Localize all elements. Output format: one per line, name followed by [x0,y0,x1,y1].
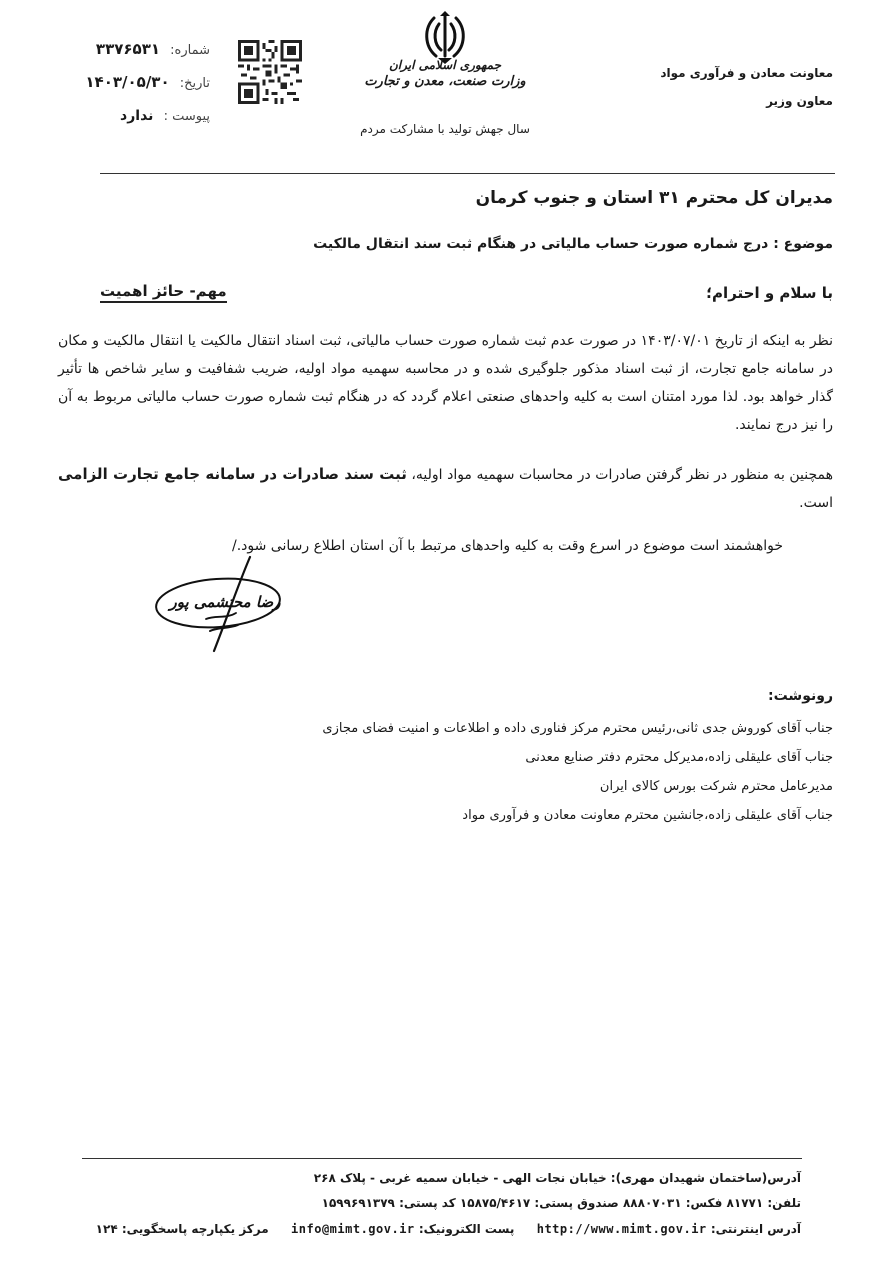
date-value: ۱۴۰۳/۰۵/۳۰ [85,73,170,91]
priority-label: مهم- حائز اهمیت [100,282,227,303]
tel-value: ۸۱۷۷۱ [726,1196,764,1210]
qr-code-icon [238,40,302,104]
postal-value: ۱۵۹۹۶۹۱۳۷۹ [321,1196,395,1210]
hotline-value: ۱۲۴ [95,1222,118,1236]
tel-label: تلفن: [767,1196,801,1210]
postal-label: کد پستی: [399,1196,456,1210]
letter-number [60,40,210,58]
letter-attachment [90,108,210,124]
para2-end: است. [799,495,833,511]
fax-value: ۸۸۸۰۷۰۳۱ [622,1196,682,1210]
body-paragraph-1: نظر به اینکه از تاریخ ۱۴۰۳/۰۷/۰۱ در صورت عدم ثبت شماره صورت حساب مالیاتی، ثبت اسناد انتقال مالکیت یا انتقال مالکیت و مکان در سامانه جامع تجارت، از ثبت اسناد مذکور جلوگیری شده و در محاسبه سهمیه مواد اولیه، ضریب شفافیت و سایر شاخص ها تأثیر گذار خواهد بود. لذا مورد امتنان است به کلیه واحدهای صنعتی اعلام گردد که در هنگام ثبت شماره صورت حساب مالیاتی مربوط به آن را نیز درج نمایند. [58,333,834,433]
iran-emblem-icon [420,10,470,65]
handwritten-signature [150,555,300,655]
footer-address: آدرس(ساختمان شهیدان مهری): خیابان نجات الهی - خیابان سمیه غربی - پلاک ۲۶۸ [313,1171,801,1185]
fax-label: فکس: [685,1196,723,1210]
footer-online [96,1222,801,1236]
cc-item: مدیرعامل محترم شرکت بورس کالای ایران [599,779,833,794]
number-value: ۳۳۷۶۵۳۱ [95,40,161,58]
ministry-line-2: وزارت صنعت، معدن و تجارت [364,74,526,89]
website-link[interactable]: http://www.mimt.gov.ir [536,1222,707,1236]
web-label: آدرس اینترنتی: [710,1222,801,1236]
pobox-label: صندوق پستی: [534,1196,619,1210]
footer-divider [82,1158,802,1159]
email-link[interactable]: info@mimt.gov.ir [291,1222,415,1236]
ministry-heading [360,58,530,89]
header-divider [100,173,835,174]
attachment-label: پیوست : [163,109,210,124]
footer-contacts [322,1196,801,1210]
date-label: تاریخ: [179,76,210,91]
cc-list [322,714,833,830]
body-paragraph-2 [58,460,833,517]
cc-item: جناب آقای کوروش جدی ثانی،رئیس محترم مرکز فناوری داده و اطلاعات و امنیت فضای مجازی [322,721,833,736]
subject-line: موضوع : درج شماره صورت حساب مالیاتی در هنگام ثبت سند انتقال مالکیت [313,236,833,252]
recipient: مدیران کل محترم ۳۱ استان و جنوب کرمان [475,188,833,208]
hotline-label: مرکز یکپارچه پاسخگویی: [121,1222,269,1236]
ministry-line-1: جمهوری اسلامی ایران [388,58,502,72]
cc-item: جناب آقای علیقلی زاده،مدیرکل محترم دفتر صنایع معدنی [525,750,833,765]
letter-date [60,73,210,91]
number-label: شماره: [170,43,210,58]
para2-start: همچنین به منظور در نظر گرفتن صادرات در محاسبات سهمیه مواد اولیه، [406,467,833,483]
greeting: با سلام و احترام؛ [706,284,833,302]
year-motto: سال جهش تولید با مشارکت مردم [360,122,530,136]
attachment-value: ندارد [120,108,154,124]
pobox-value: ۱۵۸۷۵/۴۶۱۷ [459,1196,531,1210]
closing-request: خواهشمند است موضوع در اسرع وقت به کلیه واحدهای مرتبط با آن استان اطلاع رسانی شود./ [231,538,783,554]
cc-item: جناب آقای علیقلی زاده،جانشین محترم معاونت معادن و فرآوری مواد [462,808,833,823]
email-label: پست الکترونیک: [418,1222,515,1236]
para2-emphasis: ثبت سند صادرات در سامانه جامع تجارت الزامی [58,465,407,483]
svg-text:رضا محتشمی پور: رضا محتشمی پور [169,593,281,611]
department-role: معاون وزیر [766,94,833,108]
cc-title: رونوشت: [768,688,833,704]
department-name: معاونت معادن و فرآوری مواد [660,66,833,80]
